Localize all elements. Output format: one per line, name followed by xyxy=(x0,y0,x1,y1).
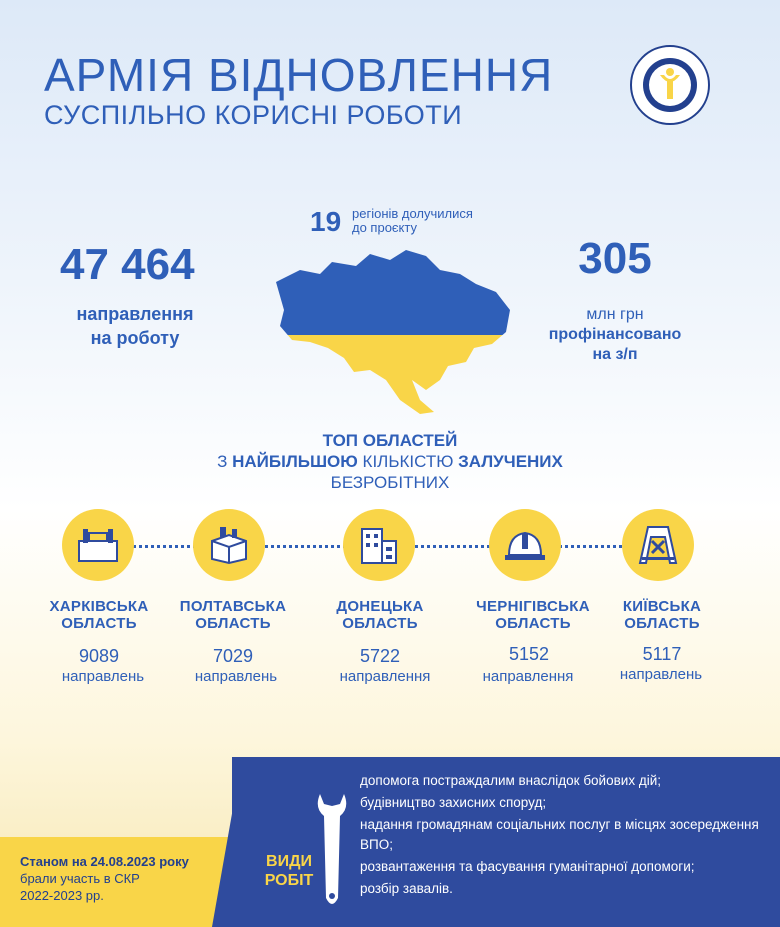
top-heading-line1: ТОП ОБЛАСТЕЙ xyxy=(322,431,458,450)
work-type-item: розбір завалів. xyxy=(360,881,453,896)
top-regions-heading xyxy=(0,430,780,493)
referrals-label xyxy=(60,302,210,350)
region-name xyxy=(463,598,603,632)
referrals-label-line2: на роботу xyxy=(90,328,180,348)
page-title: АРМІЯ ВІДНОВЛЕННЯ xyxy=(44,49,554,101)
top-heading-line2 xyxy=(0,451,780,472)
referrals-count: 47 464 xyxy=(60,240,195,289)
regions-count: 19 xyxy=(310,206,342,237)
region-name xyxy=(592,598,732,632)
region-name xyxy=(163,598,303,632)
ukraine-map xyxy=(270,240,515,415)
region-unit: направлень xyxy=(61,668,145,685)
as-of-line2: брали участь в СКР xyxy=(20,871,140,886)
region-name-line1: ЧЕРНІГІВСЬКА xyxy=(476,598,590,615)
region-unit: направлення xyxy=(339,668,431,685)
regions-label-line1: регіонів долучилися xyxy=(352,206,473,221)
top-heading-word-z: З xyxy=(217,452,233,471)
funding-label-line1: млн грн xyxy=(586,306,644,323)
building-icon xyxy=(343,509,415,581)
work-types-label-line1: ВИДИ xyxy=(266,853,312,870)
work-type-item: допомога постраждалим внаслідок бойових дій; xyxy=(360,773,661,788)
region-name-line1: ПОЛТАВСЬКА xyxy=(179,598,287,615)
work-types-list xyxy=(360,771,770,901)
region-value: 5722 xyxy=(359,646,401,666)
as-of-date: Станом на 24.08.2023 року xyxy=(20,854,189,869)
top-heading-line3: БЕЗРОБІТНИХ xyxy=(330,473,450,492)
page-subtitle: СУСПІЛЬНО КОРИСНІ РОБОТИ xyxy=(44,100,463,130)
region-value: 9089 xyxy=(78,646,120,666)
region-value: 5152 xyxy=(508,644,550,664)
work-type-item: будівництво захисних споруд; xyxy=(360,795,547,810)
work-type-item: надання громадянам соціальних послуг в місцях зосередження ВПО; xyxy=(360,817,759,852)
region-unit: направлень xyxy=(619,666,703,683)
region-value: 5117 xyxy=(642,644,682,664)
region-name-line2: ОБЛАСТЬ xyxy=(624,615,700,632)
funding-label-line2: профінансовано xyxy=(548,326,682,343)
work-type-item: розвантаження та фасування гуманітарної допомоги; xyxy=(360,859,695,874)
region-name-line1: ХАРКІВСЬКА xyxy=(49,598,149,615)
region-unit: направлень xyxy=(194,668,278,685)
referrals-label-line1: направлення xyxy=(76,304,194,324)
region-name-line2: ОБЛАСТЬ xyxy=(195,615,271,632)
regions-label-line2: до проєкту xyxy=(352,220,417,235)
hard-hat-icon xyxy=(489,509,561,581)
region-name xyxy=(29,598,169,632)
region-name-line2: ОБЛАСТЬ xyxy=(342,615,418,632)
top-heading-word-involved: ЗАЛУЧЕНИХ xyxy=(458,452,563,471)
top-heading-word-largest: НАЙБІЛЬШОЮ xyxy=(232,452,358,471)
toolbox-icon xyxy=(62,509,134,581)
region-unit: направлення xyxy=(482,668,574,685)
region-name xyxy=(310,598,450,632)
funding-amount: 305 xyxy=(578,234,652,283)
as-of-line3: 2022-2023 рр. xyxy=(20,888,104,903)
funding-label-line3: на з/п xyxy=(592,346,638,363)
region-name-line1: ДОНЕЦЬКА xyxy=(336,598,424,615)
funding-label xyxy=(520,305,710,365)
region-name-line2: ОБЛАСТЬ xyxy=(495,615,571,632)
wrench-icon xyxy=(312,790,352,912)
as-of-note xyxy=(20,853,189,904)
repair-sign-icon xyxy=(622,509,694,581)
regions-label xyxy=(352,207,473,235)
region-name-line2: ОБЛАСТЬ xyxy=(61,615,137,632)
box-icon xyxy=(193,509,265,581)
region-name-line1: КИЇВСЬКА xyxy=(622,598,702,615)
region-value: 7029 xyxy=(212,646,254,666)
work-types-label-line2: РОБІТ xyxy=(264,872,314,889)
top-heading-word-count: КІЛЬКІСТЮ xyxy=(357,452,459,471)
employment-service-logo xyxy=(630,45,710,125)
